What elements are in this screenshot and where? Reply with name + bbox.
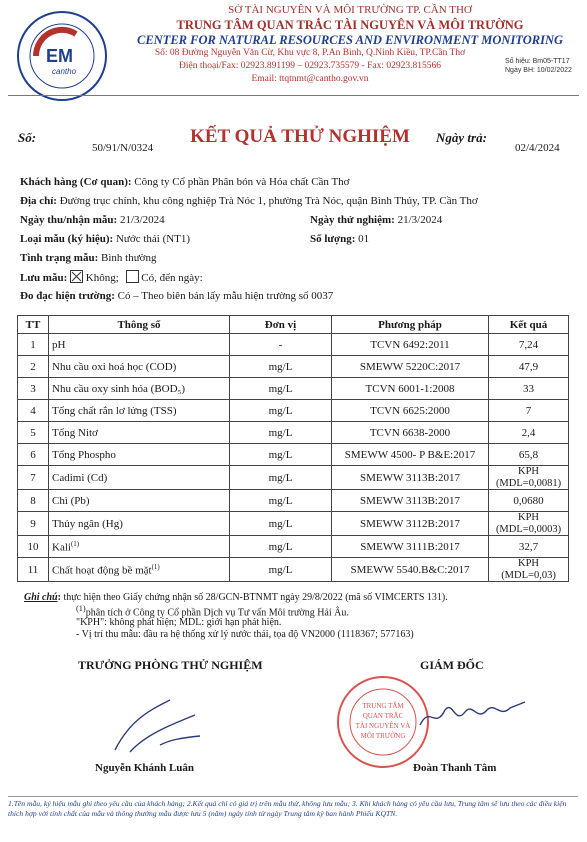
stamp-line-3: TÀI NGUYÊN VÀ	[355, 722, 411, 730]
center-name-en: CENTER FOR NATURAL RESOURCES AND ENVIRONMENT MONITORING	[136, 33, 564, 47]
cell-result: 65,8	[489, 444, 569, 466]
cell-result	[489, 512, 569, 536]
cell-result: 7,24	[489, 334, 569, 356]
col-header-method: Phương pháp	[332, 316, 489, 334]
cell-param	[49, 400, 230, 422]
checkbox-khong-checked	[70, 270, 83, 283]
cell-unit: mg/L	[230, 378, 332, 400]
cell-param	[49, 378, 230, 400]
dept-name: SỞ TÀI NGUYÊN VÀ MÔI TRƯỜNG TP. CẦN THƠ	[228, 4, 472, 16]
cell-result: 32,7	[489, 536, 569, 558]
notes-line-4: - Vị trí thu mẫu: đầu ra hệ thống xử lý nước thải, tọa độ VN2000 (1118367; 577163)	[76, 629, 414, 640]
cell-param	[49, 512, 230, 536]
result-value: KPH	[517, 512, 539, 524]
cell-tt: 4	[18, 400, 49, 422]
cell-tt: 1	[18, 334, 49, 356]
result-mdl: (MDL=0,03)	[501, 569, 556, 581]
cell-unit: mg/L	[230, 422, 332, 444]
so-label: Số:	[18, 130, 37, 145]
cell-tt: 3	[18, 378, 49, 400]
ngay-tra-label: Ngày trả:	[436, 130, 487, 145]
result-mdl: (MDL=0,0003)	[495, 523, 562, 535]
center-name-vi: TRUNG TÂM QUAN TRẮC TÀI NGUYÊN VÀ MÔI TRƯỜNG	[176, 18, 524, 32]
cell-param	[49, 558, 230, 582]
cell-tt: 6	[18, 444, 49, 466]
cell-result	[489, 558, 569, 582]
cell-method: SMEWW 5220C:2017	[332, 356, 489, 378]
stamp-line-2: QUAN TRẮC	[362, 712, 404, 720]
cell-method: TCVN 6001-1:2008	[332, 378, 489, 400]
cell-method: SMEWW 3113B:2017	[332, 490, 489, 512]
header-divider	[8, 95, 579, 96]
cell-result	[489, 466, 569, 490]
cell-unit: mg/L	[230, 490, 332, 512]
cell-method: SMEWW 4500- P B&E:2017	[332, 444, 489, 466]
table-header-row	[18, 316, 569, 334]
param-text: Chì (Pb)	[52, 494, 90, 507]
cell-param	[49, 422, 230, 444]
param-footnote: (1)	[151, 562, 160, 571]
cell-tt: 8	[18, 490, 49, 512]
param-text: Tổng Phospho	[52, 448, 116, 461]
svg-text:EM: EM	[46, 46, 73, 66]
form-code: Số hiệu: Bm05-TT17	[505, 58, 570, 65]
table-row	[18, 356, 569, 378]
cell-result: 33	[489, 378, 569, 400]
table-row	[18, 378, 569, 400]
col-header-unit: Đơn vị	[230, 316, 332, 334]
param-text: Chất hoạt động bề mặt	[52, 564, 152, 577]
document-title: KẾT QUẢ THỬ NGHIỆM	[190, 126, 410, 147]
field-measure-line: Đo đạc hiện trường: Có – Theo biên bản lấy mẫu hiện trường số 0037	[20, 290, 334, 302]
phone: Điện thoại/Fax: 02923.891199 – 02923.735579 - Fax: 02923.815566	[179, 61, 441, 71]
cell-method: SMEWW 3111B:2017	[332, 536, 489, 558]
cem-logo	[16, 10, 108, 102]
address: Số: 08 Đường Nguyễn Văn Cừ, Khu vực 8, P.An Bình, Q.Ninh Kiều, TP.Cần Thơ	[154, 48, 466, 58]
checkbox-co-unchecked	[126, 270, 139, 283]
cell-tt: 9	[18, 512, 49, 536]
notes-line-3: "KPH": không phát hiện; MDL: giới hạn phát hiện.	[76, 617, 282, 628]
customer-line: Khách hàng (Cơ quan): Công ty Cổ phần Phân bón và Hóa chất Cần Thơ	[20, 176, 350, 188]
left-signer-title: TRƯỞNG PHÒNG THỬ NGHIỆM	[78, 658, 263, 672]
cell-param	[49, 490, 230, 512]
table-row	[18, 536, 569, 558]
param-footnote: (1)	[70, 539, 80, 548]
cell-method: TCVN 6492:2011	[332, 334, 489, 356]
cell-method: SMEWW 3113B:2017	[332, 466, 489, 490]
table-row	[18, 422, 569, 444]
col-header-result: Kết quả	[489, 316, 569, 334]
notes-line-2: $^{(1)}$phân tích ở Công ty Cổ phần Dịch vụ Tư vấn Môi trường Hải Âu.	[76, 604, 349, 619]
cell-tt: 2	[18, 356, 49, 378]
cell-method: TCVN 6625:2000	[332, 400, 489, 422]
cell-result: 0,0680	[489, 490, 569, 512]
svg-text:cantho: cantho	[52, 67, 77, 76]
table-row	[18, 400, 569, 422]
cell-method: TCVN 6638-2000	[332, 422, 489, 444]
result-mdl: (MDL=0,0081)	[495, 477, 562, 489]
left-signer-name: Nguyễn Khánh Luân	[95, 762, 195, 774]
right-signer-name: Đoàn Thanh Tâm	[413, 762, 497, 774]
ngay-tra-value: 02/4/2024	[515, 142, 560, 154]
right-signer-title: GIÁM ĐỐC	[420, 658, 484, 672]
quantity-line: Số lượng: 01	[310, 233, 370, 245]
cell-unit: mg/L	[230, 466, 332, 490]
cell-tt: 5	[18, 422, 49, 444]
cell-param	[49, 356, 230, 378]
result-value: KPH	[517, 558, 539, 570]
result-value: KPH	[517, 466, 539, 477]
cell-param	[49, 444, 230, 466]
notes-line-1: Ghi chú: thực hiện theo Giấy chứng nhận số 28/GCN-BTNMT ngày 29/8/2022 (mã số VIMCERTS 131).	[24, 592, 448, 603]
cell-param	[49, 334, 230, 356]
address-line: Địa chỉ: Đường trục chính, khu công nghiệp Trà Nóc 1, phường Trà Nóc, quận Bình Thủy, TP. Cần Thơ	[20, 195, 478, 207]
table-row	[18, 466, 569, 490]
cell-result: 7	[489, 400, 569, 422]
cell-result: 47,9	[489, 356, 569, 378]
test-date-line: Ngày thử nghiệm: 21/3/2024	[310, 214, 443, 226]
param-text: Nhu cầu oxi hoá học (COD)	[52, 360, 177, 373]
col-header-param: Thông số	[49, 316, 230, 334]
stamp-line-1: TRUNG TÂM	[362, 702, 404, 710]
stamp-line-4: MÔI TRƯỜNG	[360, 732, 406, 740]
cell-tt: 7	[18, 466, 49, 490]
right-signature-mark	[415, 690, 535, 740]
cell-param	[49, 536, 230, 558]
param-text: Tổng Nitơ	[52, 426, 98, 439]
results-table	[17, 315, 569, 582]
table-row	[18, 558, 569, 582]
status-line: Tình trạng mẫu: Bình thường	[20, 252, 157, 264]
storage-line: Lưu mẫu: Không; Có, đến ngày:	[20, 272, 203, 284]
cell-tt: 11	[18, 558, 49, 582]
sample-type-line: Loại mẫu (ký hiệu): Nước thải (NT1)	[20, 233, 191, 245]
col-header-tt: TT	[18, 316, 49, 334]
cell-tt: 10	[18, 536, 49, 558]
issue-date: Ngày BH: 10/02/2022	[505, 67, 572, 75]
param-text: Nhu cầu oxy sinh hóa (BOD₅)	[52, 382, 186, 395]
table-row	[18, 490, 569, 512]
cell-method: SMEWW 3112B:2017	[332, 512, 489, 536]
cell-result: 2,4	[489, 422, 569, 444]
param-text: pH	[52, 338, 66, 351]
form-code-block	[505, 57, 572, 76]
cell-method: SMEWW 5540.B&C:2017	[332, 558, 489, 582]
left-signature-mark	[100, 690, 220, 770]
table-row	[18, 444, 569, 466]
param-text: Thủy ngân (Hg)	[52, 517, 123, 530]
cell-unit: mg/L	[230, 400, 332, 422]
param-text: Cadimi (Cd)	[52, 471, 108, 484]
footer-note: 1.Tên mẫu, ký hiệu mẫu ghi theo yêu cầu của khách hàng; 2.Kết quả chỉ có giá trị trên mẫu thử, không lưu mẫu; 3. Khi khách hàng có yêu cầu lưu, Trung tâm sẽ lưu theo các điều kiện thích hợp với tính chất của mẫu và thông thường mẫu được lưu 5 (năm) ngày tính từ ngày Trung tâm ký ban hành Phiếu KQTN.	[8, 796, 578, 820]
cell-unit: -	[230, 334, 332, 356]
param-text: Tổng chất rắn lơ lửng (TSS)	[52, 404, 177, 417]
table-row	[18, 334, 569, 356]
receive-date-line: Ngày thu/nhận mẫu: 21/3/2024	[20, 214, 165, 226]
cell-unit: mg/L	[230, 512, 332, 536]
cell-unit: mg/L	[230, 558, 332, 582]
cell-unit: mg/L	[230, 536, 332, 558]
param-text: Kali	[52, 541, 71, 554]
cell-unit: mg/L	[230, 444, 332, 466]
table-row	[18, 512, 569, 536]
so-value: 50/91/N/0324	[92, 142, 154, 154]
cell-unit: mg/L	[230, 356, 332, 378]
cell-param	[49, 466, 230, 490]
email: Email: ttqtnmt@cantho.gov.vn	[251, 74, 369, 84]
